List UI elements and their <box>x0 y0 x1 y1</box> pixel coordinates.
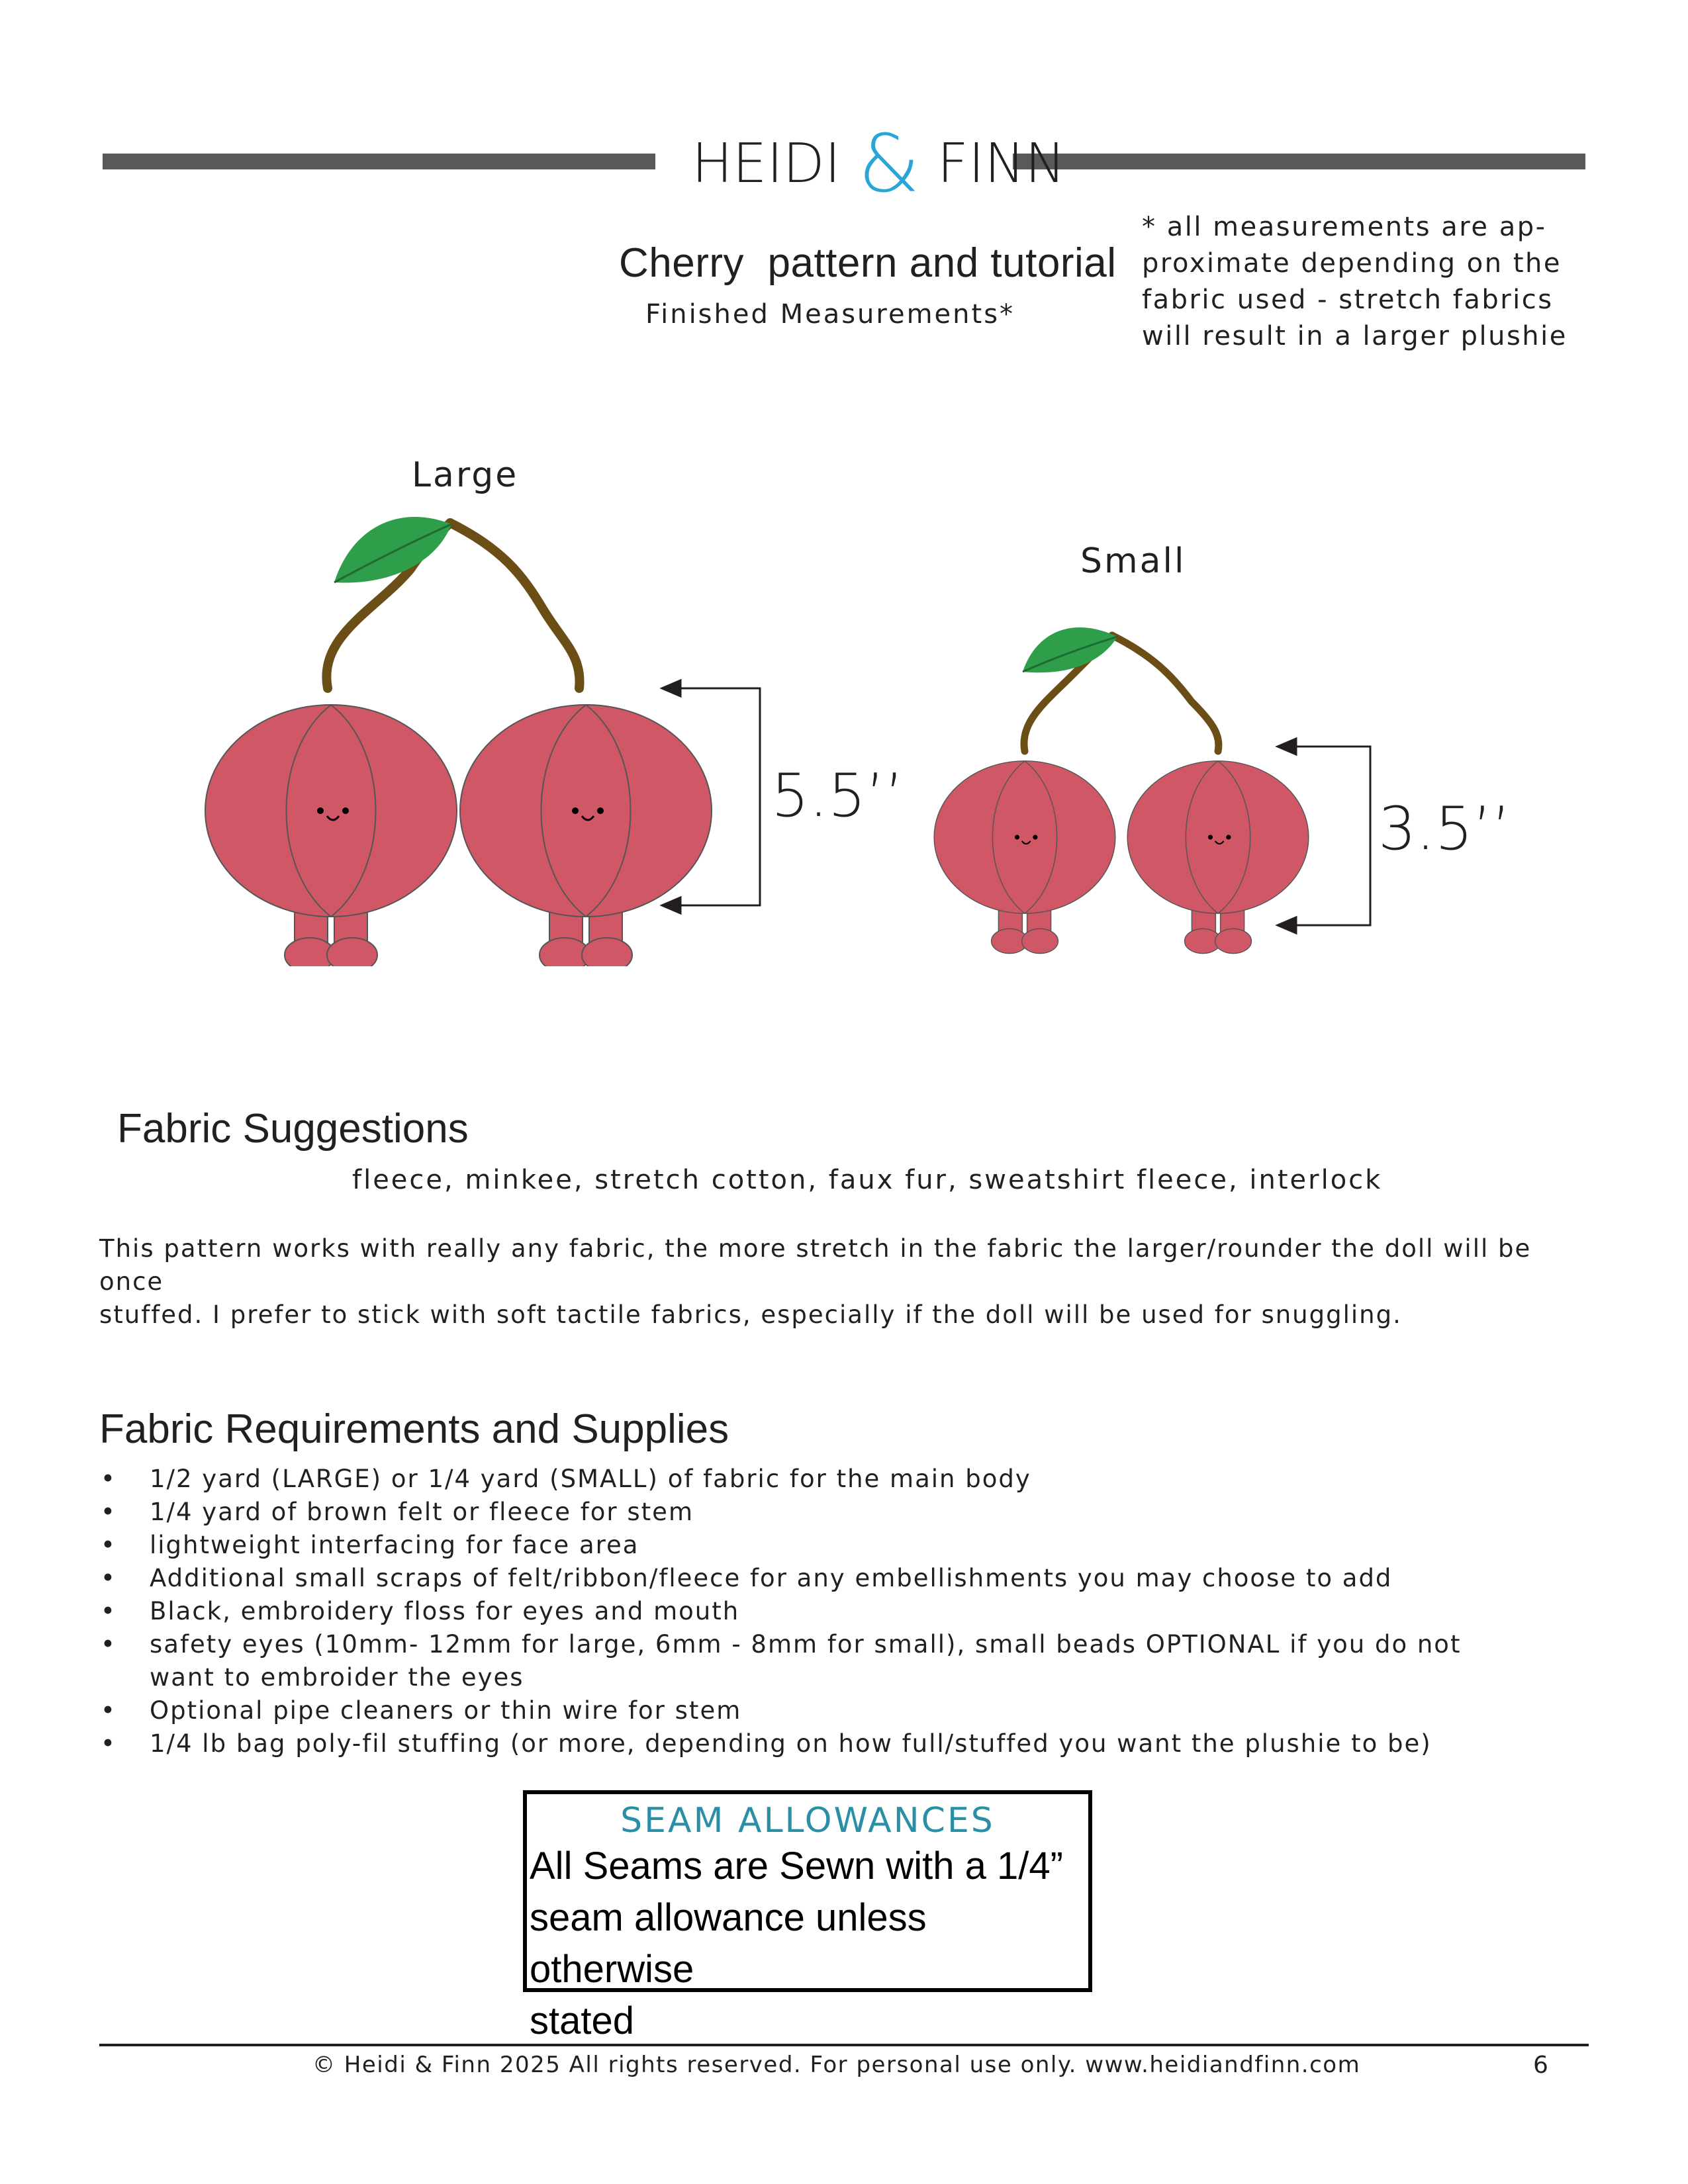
page-subtitle: Finished Measurements* <box>645 299 1015 330</box>
brand-amp: & <box>858 118 920 210</box>
body-line: stuffed. I prefer to stick with soft tactile fabrics, especially if the doll will be used for snuggling. <box>99 1300 1402 1329</box>
fabric-suggestions-list: fleece, minkee, stretch cotton, faux fur, sweatshirt fleece, interlock <box>352 1165 1383 1195</box>
small-cherries <box>934 627 1309 954</box>
small-height-label: 3.5’’ <box>1378 794 1511 864</box>
seam-line: All Seams are Sewn with a 1/4” <box>530 1844 1063 1888</box>
supplies-list <box>101 1463 1557 1760</box>
footer-rule <box>99 2044 1589 2046</box>
page-number: 6 <box>1533 2052 1548 2079</box>
brand-right: FINN <box>937 132 1066 195</box>
page-title: Cherry pattern and tutorial <box>619 240 1117 286</box>
seam-text <box>527 1841 1088 2047</box>
list-item: • 1/4 yard of brown felt or fleece for stem <box>101 1496 1557 1529</box>
fabric-suggestions-heading: Fabric Suggestions <box>117 1106 469 1152</box>
brand-left: HEIDI <box>692 132 841 195</box>
seam-title: SEAM ALLOWANCES <box>620 1801 995 1841</box>
brand-logo <box>692 118 1066 210</box>
note-line: fabric used - stretch fabrics <box>1142 285 1554 315</box>
large-label: Large <box>412 455 519 495</box>
measurement-note <box>1142 209 1568 355</box>
seam-allowance-box <box>523 1790 1092 2042</box>
list-item: • safety eyes (10mm- 12mm for large, 6mm - 8mm for small), small beads OPTIONAL if you do not want to embroider the eyes <box>101 1628 1517 1694</box>
list-item: • Black, embroidery floss for eyes and mouth <box>101 1595 1557 1628</box>
list-item: • 1/2 yard (LARGE) or 1/4 yard (SMALL) of fabric for the main body <box>101 1463 1557 1496</box>
seam-line: seam allowance unless otherwise <box>530 1896 927 1991</box>
list-item: • Additional small scraps of felt/ribbon/fleece for any embellishments you may choose to add <box>101 1562 1557 1595</box>
body-line: This pattern works with really any fabric, the more stretch in the fabric the larger/rounder the doll will be once <box>99 1234 1532 1296</box>
note-line: * all measurements are ap- <box>1142 212 1547 242</box>
list-item: • lightweight interfacing for face area <box>101 1529 1557 1562</box>
large-cherries <box>205 517 712 966</box>
header-rule-left <box>103 154 655 169</box>
list-item: • 1/4 lb bag poly-fil stuffing (or more, depending on how full/stuffed you want the plushie to be) <box>101 1727 1557 1760</box>
small-label: Small <box>1080 541 1186 581</box>
note-line: will result in a larger plushie <box>1142 321 1568 351</box>
footer-copyright: © Heidi & Finn 2025 All rights reserved. For personal use only. www.heidiandfinn.com <box>312 2052 1361 2078</box>
list-item: • Optional pipe cleaners or thin wire for stem <box>101 1694 1557 1727</box>
note-line: proximate depending on the <box>1142 248 1562 279</box>
header-rule-right <box>1013 154 1585 169</box>
seam-line: stated <box>530 1999 634 2042</box>
requirements-heading: Fabric Requirements and Supplies <box>99 1406 729 1452</box>
large-height-label: 5.5’’ <box>771 761 904 831</box>
cherry-illustration <box>0 490 1688 966</box>
fabric-suggestions-body <box>99 1232 1595 1332</box>
